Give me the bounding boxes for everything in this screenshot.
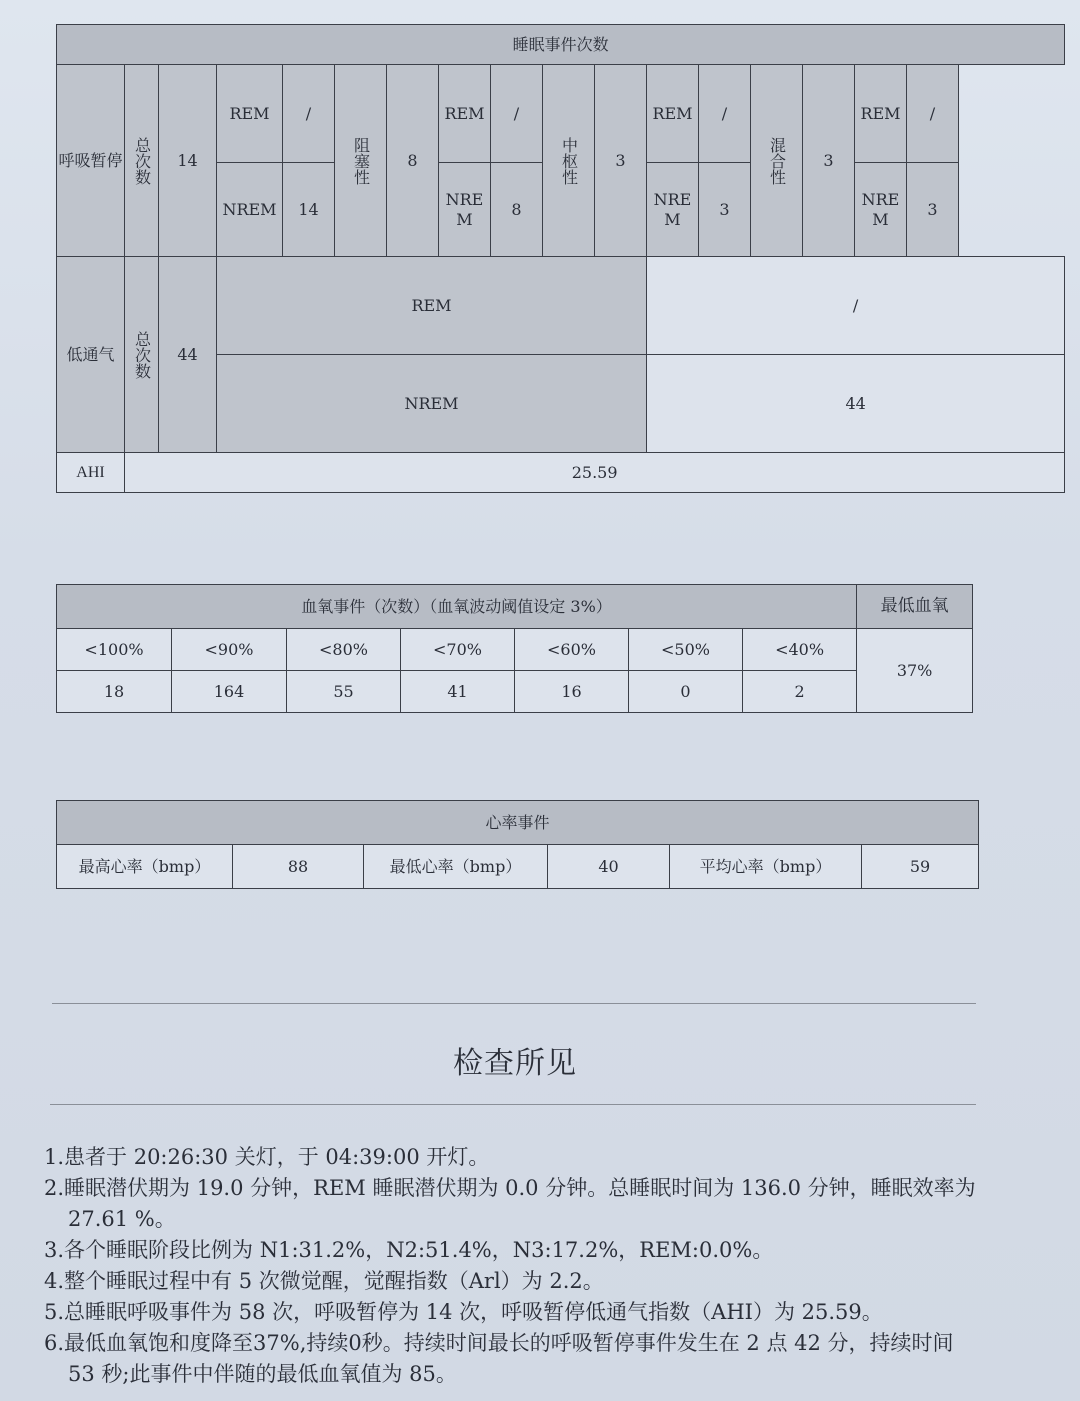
finding-item: 6.最低血氧饱和度降至37%,持续0秒。持续时间最长的呼吸暂停事件发生在 2 点 42 分，持续时间 53 秒;此事件中伴随的最低血氧值为 85。 — [44, 1331, 954, 1386]
heart-rate-title: 心率事件 — [57, 801, 979, 845]
threshold-count: 0 — [629, 671, 743, 713]
sleep-events-title: 睡眠事件次数 — [57, 25, 1065, 65]
oxygen-threshold-row — [57, 629, 973, 671]
threshold-header: <50% — [629, 629, 743, 671]
hypopnea-total: 44 — [159, 257, 217, 453]
mixed-rem: / — [907, 65, 959, 163]
mixed-label: 混合性 — [751, 65, 803, 257]
mixed-nrem-label: NREM — [855, 163, 907, 257]
hypopnea-nrem-label: NREM — [217, 355, 647, 453]
central-rem: / — [699, 65, 751, 163]
apnea-label: 呼吸暂停 — [57, 65, 125, 257]
apnea-total: 14 — [159, 65, 217, 257]
obstructive-nrem: 8 — [491, 163, 543, 257]
hypopnea-rem: / — [647, 257, 1065, 355]
heart-rate-table — [56, 800, 979, 889]
threshold-header: <40% — [743, 629, 857, 671]
min-hr-value: 40 — [548, 845, 670, 889]
obstructive-nrem-label: NREM — [439, 163, 491, 257]
max-hr-value: 88 — [233, 845, 364, 889]
threshold-count: 41 — [401, 671, 515, 713]
threshold-count: 18 — [57, 671, 172, 713]
obstructive-rem: / — [491, 65, 543, 163]
min-oxygen-value: 37% — [857, 629, 973, 713]
mixed-value: 3 — [803, 65, 855, 257]
threshold-header: <100% — [57, 629, 172, 671]
ahi-label: AHI — [57, 453, 125, 493]
ahi-value: 25.59 — [125, 453, 1065, 493]
threshold-header: <60% — [515, 629, 629, 671]
oxygen-count-row — [57, 671, 973, 713]
obstructive-label: 阻塞性 — [335, 65, 387, 257]
threshold-count: 164 — [172, 671, 287, 713]
finding-item: 4.整个睡眠过程中有 5 次微觉醒，觉醒指数（Arl）为 2.2。 — [44, 1269, 604, 1293]
central-value: 3 — [595, 65, 647, 257]
mixed-nrem: 3 — [907, 163, 959, 257]
finding-item: 1.患者于 20:26:30 关灯，于 04:39:00 开灯。 — [44, 1145, 490, 1169]
threshold-count: 16 — [515, 671, 629, 713]
threshold-count: 55 — [287, 671, 401, 713]
min-oxygen-label: 最低血氧 — [857, 585, 973, 629]
threshold-header: <90% — [172, 629, 287, 671]
obstructive-value: 8 — [387, 65, 439, 257]
findings-title: 检查所见 — [453, 1046, 577, 1081]
mixed-rem-label: REM — [855, 65, 907, 163]
divider-bottom — [50, 1104, 976, 1105]
central-rem-label: REM — [647, 65, 699, 163]
central-nrem-label: NREM — [647, 163, 699, 257]
threshold-header: <80% — [287, 629, 401, 671]
hypopnea-label: 低通气 — [57, 257, 125, 453]
hypopnea-nrem: 44 — [647, 355, 1065, 453]
apnea-rem: / — [283, 65, 335, 163]
finding-item: 5.总睡眠呼吸事件为 58 次，呼吸暂停为 14 次，呼吸暂停低通气指数（AHI）为 25.59。 — [44, 1300, 883, 1324]
divider-top — [52, 1003, 976, 1004]
finding-item: 2.睡眠潜伏期为 19.0 分钟，REM 睡眠潜伏期为 0.0 分钟。总睡眠时间为 136.0 分钟，睡眠效率为 27.61 %。 — [44, 1176, 976, 1231]
avg-hr-label: 平均心率（bmp） — [670, 845, 862, 889]
finding-item: 3.各个睡眠阶段比例为 N1:31.2%，N2:51.4%，N3:17.2%，REM:0.0%。 — [44, 1238, 774, 1262]
obstructive-rem-label: REM — [439, 65, 491, 163]
threshold-count: 2 — [743, 671, 857, 713]
apnea-rem-label: REM — [217, 65, 283, 163]
apnea-nrem-label: NREM — [217, 163, 283, 257]
min-hr-label: 最低心率（bmp） — [364, 845, 548, 889]
apnea-total-label: 总次数 — [125, 65, 159, 257]
apnea-nrem: 14 — [283, 163, 335, 257]
findings-list — [44, 1142, 984, 1390]
hypopnea-total-label: 总次数 — [125, 257, 159, 453]
hypopnea-rem-label: REM — [217, 257, 647, 355]
central-nrem: 3 — [699, 163, 751, 257]
max-hr-label: 最高心率（bmp） — [57, 845, 233, 889]
oxygen-events-table — [56, 584, 973, 713]
avg-hr-value: 59 — [862, 845, 979, 889]
oxygen-title: 血氧事件（次数）（血氧波动阈值设定 3%） — [57, 585, 857, 629]
threshold-header: <70% — [401, 629, 515, 671]
sleep-events-table — [56, 24, 1065, 493]
central-label: 中枢性 — [543, 65, 595, 257]
